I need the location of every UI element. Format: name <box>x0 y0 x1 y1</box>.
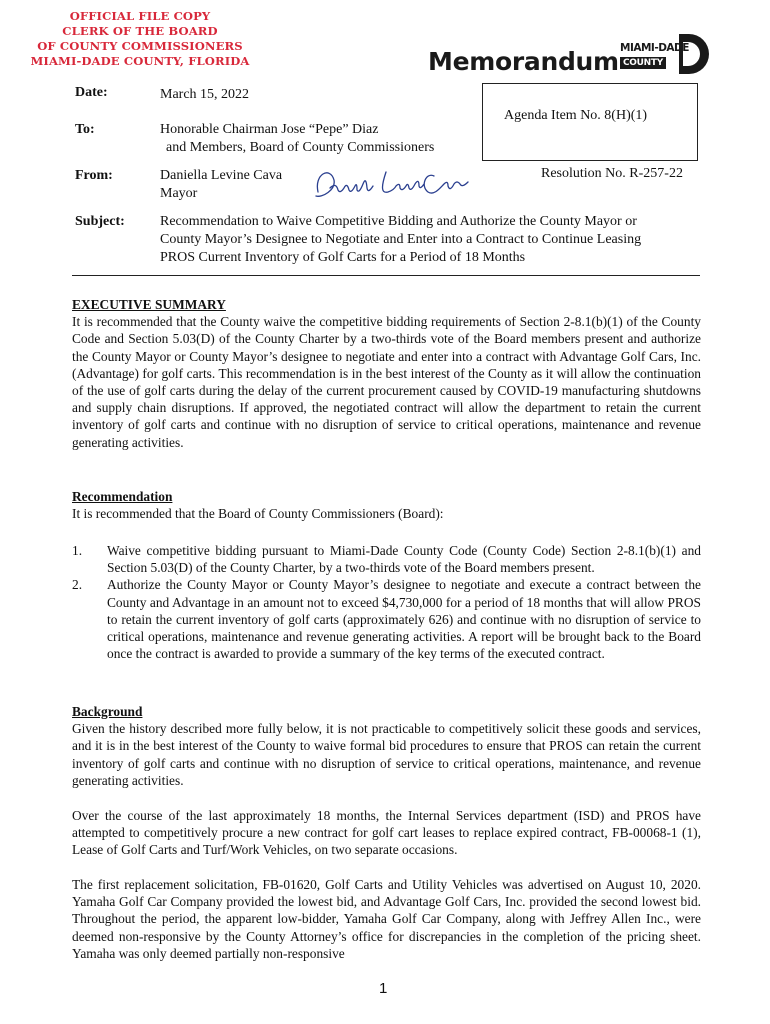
stamp-line-2: CLERK OF THE BOARD <box>62 24 218 38</box>
to-line-1: Honorable Chairman Jose “Pepe” Diaz <box>160 122 379 137</box>
official-file-copy-stamp <box>24 9 256 69</box>
from-label: From: <box>75 168 113 183</box>
recommendation-intro: It is recommended that the Board of County Commissioners (Board): <box>72 506 444 522</box>
background-paragraph-1: Given the history described more fully below, it is not practicable to competitively solicit these goods and services, and it is in the best interest of the County to waive formal bid procedures to ensure that PROS can retain the current inventory of golf carts and continue with no disruption of service to critical operations, maintenance, and revenue generating activities. <box>72 721 701 788</box>
memorandum-title: Memorandum <box>428 47 619 76</box>
logo-text-top: MIAMI-DADE <box>620 42 689 54</box>
recommendation-heading: Recommendation <box>72 489 173 504</box>
background-heading: Background <box>72 704 143 719</box>
background-paragraph-3: The first replacement solicitation, FB-01620, Golf Carts and Utility Vehicles was advertised on August 10, 2020. Yamaha Golf Car Company provided the lowest bid, and Advantage Golf Cars, Inc. provided the second lowest bid. Throughout the period, the apparent low-bidder, Yamaha Golf Car Company, along with Jeffrey Allen Inc., were deemed non-responsive by the County Attorney’s office for discrepancies in the completion of the pricing sheet. Yamaha was only deemed partially non-responsive <box>72 877 701 961</box>
subject-line-1: Recommendation to Waive Competitive Bidding and Authorize the County Mayor or <box>160 214 637 229</box>
header-divider <box>72 275 700 276</box>
list-item-text: Waive competitive bidding pursuant to Miami-Dade County Code (County Code) Section 2-8.1(b)(1) and Section 5.03(D) of the County Charter, by a two-thirds vote of the Board members present. <box>107 543 701 576</box>
stamp-line-3: OF COUNTY COMMISSIONERS <box>37 39 243 53</box>
date-value: March 15, 2022 <box>160 87 250 102</box>
to-label: To: <box>75 122 95 137</box>
executive-summary-section <box>72 296 701 451</box>
resolution-number: Resolution No. R-257-22 <box>541 166 683 181</box>
page-number: 1 <box>379 980 388 997</box>
from-line-2: Mayor <box>160 186 198 201</box>
subject-line-2: County Mayor’s Designee to Negotiate and Enter into a Contract to Continue Leasing <box>160 232 642 247</box>
list-item-number: 2. <box>72 577 83 593</box>
list-item-text: Authorize the County Mayor or County Mayor’s designee to negotiate and execute a contract between the County and Advantage in an amount not to exceed $4,730,000 for a period of 18 months that will allow PROS to retain the current inventory of golf carts (approximately 626) and continue with no disruption of service to critical operations, maintenance and revenue generating activities. A report will be brought back to the Board once the contract is awarded to provide a summary of the key terms of the executed contract. <box>107 577 701 662</box>
mayor-signature <box>308 162 488 212</box>
miami-dade-county-logo <box>617 32 709 76</box>
executive-summary-heading: EXECUTIVE SUMMARY <box>72 297 226 312</box>
stamp-line-4: MIAMI-DADE COUNTY, FLORIDA <box>30 54 250 68</box>
list-item-number: 1. <box>72 543 83 558</box>
logo-d-shape-icon <box>617 32 709 76</box>
recommendation-section <box>72 488 701 522</box>
list-item <box>72 576 701 662</box>
background-paragraph-2: Over the course of the last approximately 18 months, the Internal Services department (ISD) and PROS have attempted to competitively procure a new contract for golf cart leases to replace expired contract, FB-00068-1 (1), Lease of Golf Carts and Turf/Work Vehicles, on two separate occasions. <box>72 808 701 858</box>
logo-text-bottom: COUNTY <box>620 57 666 69</box>
date-label: Date: <box>75 85 108 100</box>
subject-line-3: PROS Current Inventory of Golf Carts for a Period of 18 Months <box>160 250 526 265</box>
executive-summary-text: It is recommended that the County waive the competitive bidding requirements of Section 2-8.1(b)(1) of the County Code and Section 5.03(D) of the County Charter by a two-thirds vote of the Board members present and authorize the County Mayor or County Mayor’s designee to negotiate and enter into a contract with Advantage Golf Cars, Inc. (Advantage) for golf carts. This recommendation is in the best interest of the County as it will allow the continuation of the use of golf carts during the delay of the current procurement caused by COVID-19 manufacturing shutdowns and supply chain disruptions. If approved, the negotiated contract will allow the department to retain the current inventory of golf carts and continue with no disruption of service to critical operations, maintenance and revenue generating activities. <box>72 314 701 450</box>
from-line-1: Daniella Levine Cava <box>160 168 283 183</box>
subject-label: Subject: <box>75 214 125 229</box>
list-item <box>72 542 701 576</box>
background-section <box>72 703 701 789</box>
stamp-line-1: OFFICIAL FILE COPY <box>69 9 211 23</box>
to-line-2: and Members, Board of County Commissioners <box>166 140 435 155</box>
recommendation-list <box>72 542 701 662</box>
agenda-item-number: Agenda Item No. 8(H)(1) <box>504 108 648 123</box>
